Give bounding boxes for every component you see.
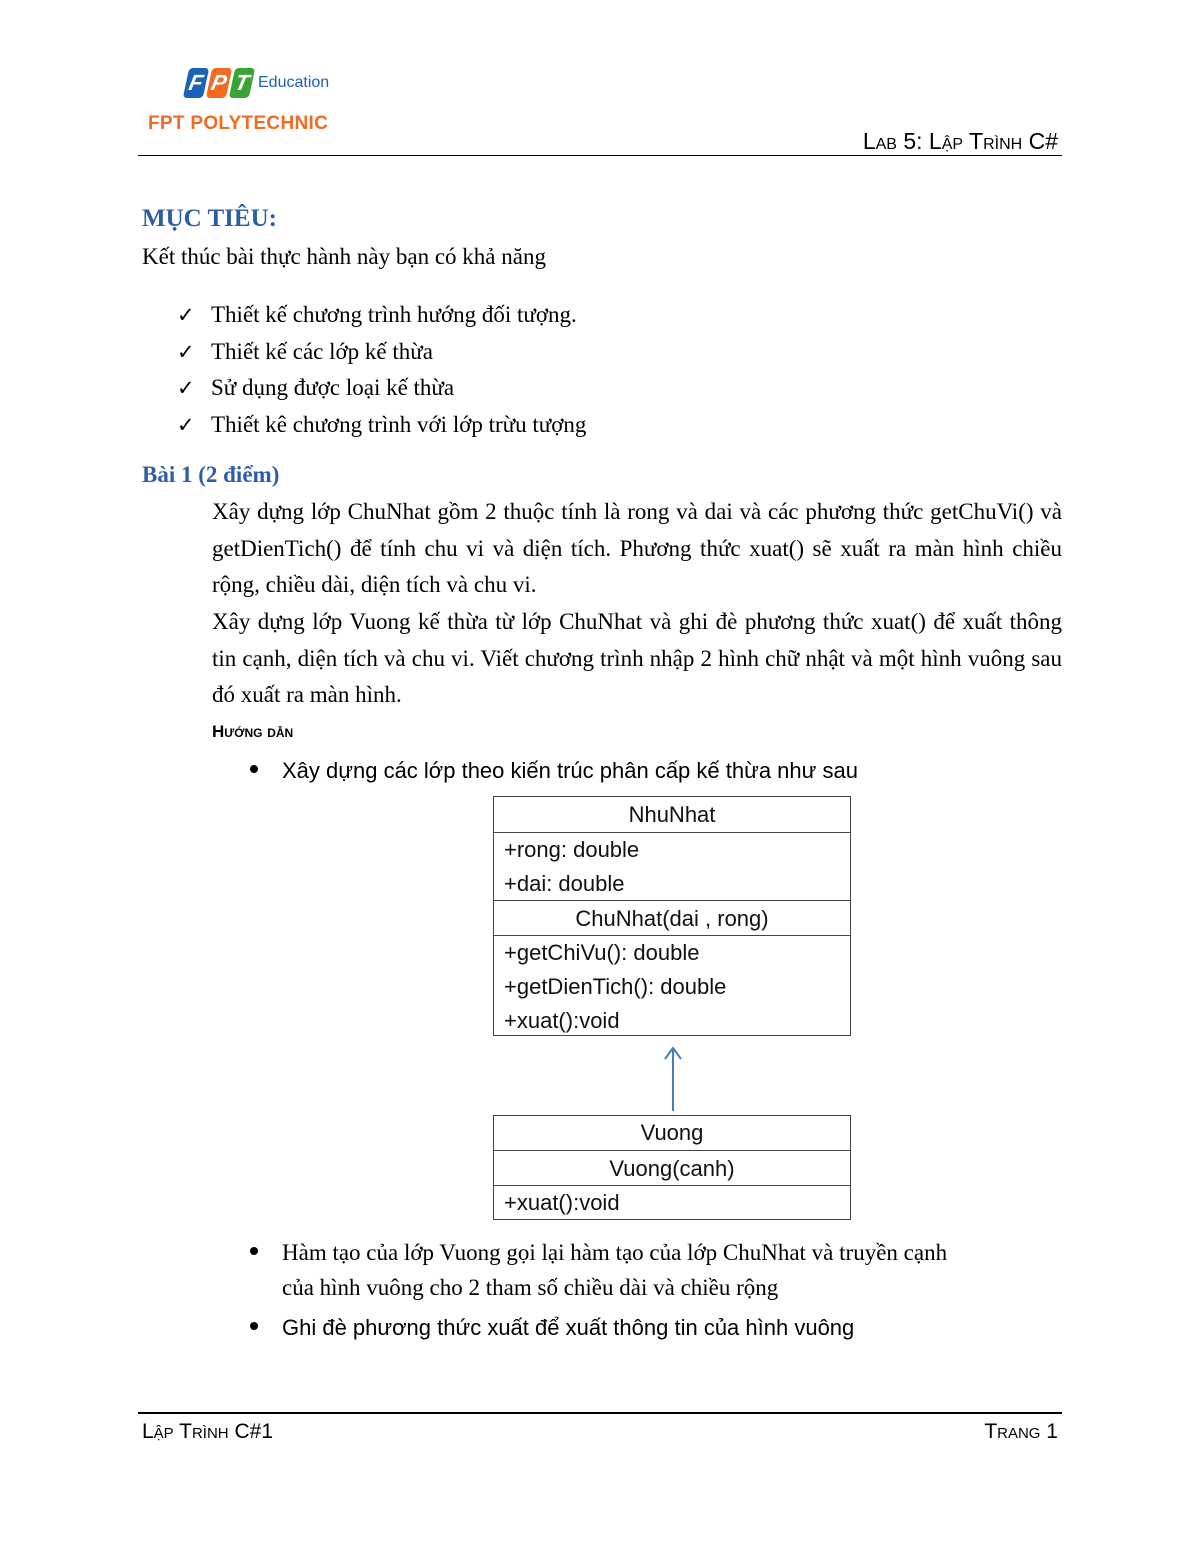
uml-class-name: NhuNhat <box>628 802 716 827</box>
bullet-text-continued: của hình vuông cho 2 tham số chiều dài và chiều rộng <box>282 1275 779 1300</box>
objectives-intro: Kết thúc bài thực hành này bạn có khả năng <box>142 244 546 269</box>
footer-rule <box>138 1412 1062 1414</box>
objective-text: Thiết kế chương trình hướng đối tượng. <box>211 302 577 327</box>
bullet-icon <box>250 765 258 773</box>
footer-page: Trang 1 <box>984 1420 1058 1443</box>
objective-text: Sử dụng được loại kế thừa <box>211 375 455 400</box>
objective-text: Thiết kế các lớp kế thừa <box>211 338 433 364</box>
check-icon: ✓ <box>177 339 195 364</box>
footer-course: Lập Trình C#1 <box>142 1420 273 1443</box>
uml-class-vuong <box>493 1115 851 1220</box>
inheritance-arrow <box>663 1045 683 1111</box>
objectives-list <box>177 300 586 446</box>
objective-item <box>177 337 586 374</box>
uml-class-chunhat <box>493 796 851 1036</box>
bullet-text: Xây dựng các lớp theo kiến trúc phân cấp kế thừa như sau <box>282 758 858 783</box>
exercise-paragraph-1: Xây dựng lớp ChuNhat gồm 2 thuộc tính là rong và dai và các phương thức getChuVi() và getDienTich() để tính chu vi và diện tích. Phương thức xuat() sẽ xuất ra màn hình chiều rộng, chiều dài, diện tích và chu vi. <box>212 499 1062 597</box>
bullet-text: Hàm tạo của lớp Vuong gọi lại hàm tạo của lớp ChuNhat và truyền cạnh <box>282 1240 948 1265</box>
uml-attributes <box>494 832 850 900</box>
uml-method: +xuat():void <box>504 1008 620 1033</box>
header-rule <box>138 155 1062 156</box>
logo-education-text: Education <box>258 74 330 91</box>
check-icon: ✓ <box>177 303 195 327</box>
uml-constructor: Vuong(canh) <box>494 1150 850 1185</box>
uml-method: +getChiVu(): double <box>504 940 700 965</box>
objective-text: Thiết kê chương trình với lớp trừu tượng <box>211 411 587 437</box>
fpt-education-logo <box>186 68 366 104</box>
logo-letter-t: T <box>229 68 255 98</box>
bullet-icon <box>250 1322 258 1330</box>
logo-letter-p: P <box>206 68 232 98</box>
exercise-title: Bài 1 (2 điểm) <box>142 462 280 487</box>
objectives-heading: MỤC TIÊU: <box>142 205 277 232</box>
logo-letter-f: F <box>183 68 209 98</box>
school-name: FPT POLYTECHNIC <box>148 113 329 134</box>
uml-attribute: +dai: double <box>504 871 625 896</box>
bullet-icon <box>250 1247 258 1255</box>
objective-item <box>177 410 586 447</box>
check-icon: ✓ <box>177 376 195 400</box>
objective-item <box>177 373 586 410</box>
uml-methods <box>494 1185 850 1220</box>
objective-item <box>177 300 586 337</box>
check-icon: ✓ <box>177 412 195 437</box>
guide-label: Hướng dẫn <box>212 722 294 741</box>
bullet-text: Ghi đè phương thức xuất để xuất thông tin của hình vuông <box>282 1315 855 1340</box>
uml-methods <box>494 935 850 1038</box>
uml-method: +xuat():void <box>504 1190 620 1215</box>
uml-class-name: Vuong <box>640 1120 704 1145</box>
uml-method: +getDienTich(): double <box>504 974 727 999</box>
exercise-paragraph-2: Xây dựng lớp Vuong kế thừa từ lớp ChuNhat và ghi đè phương thức xuat() để xuất thông tin cạnh, diện tích và chu vi. Viết chương trình nhập 2 hình chữ nhật và một hình vuông sau đó xuất ra màn hình. <box>212 609 1062 707</box>
uml-constructor: ChuNhat(dai , rong) <box>494 900 850 935</box>
lab-title: Lab 5: Lập Trình C# <box>862 128 1058 154</box>
uml-attribute: +rong: double <box>504 837 640 862</box>
